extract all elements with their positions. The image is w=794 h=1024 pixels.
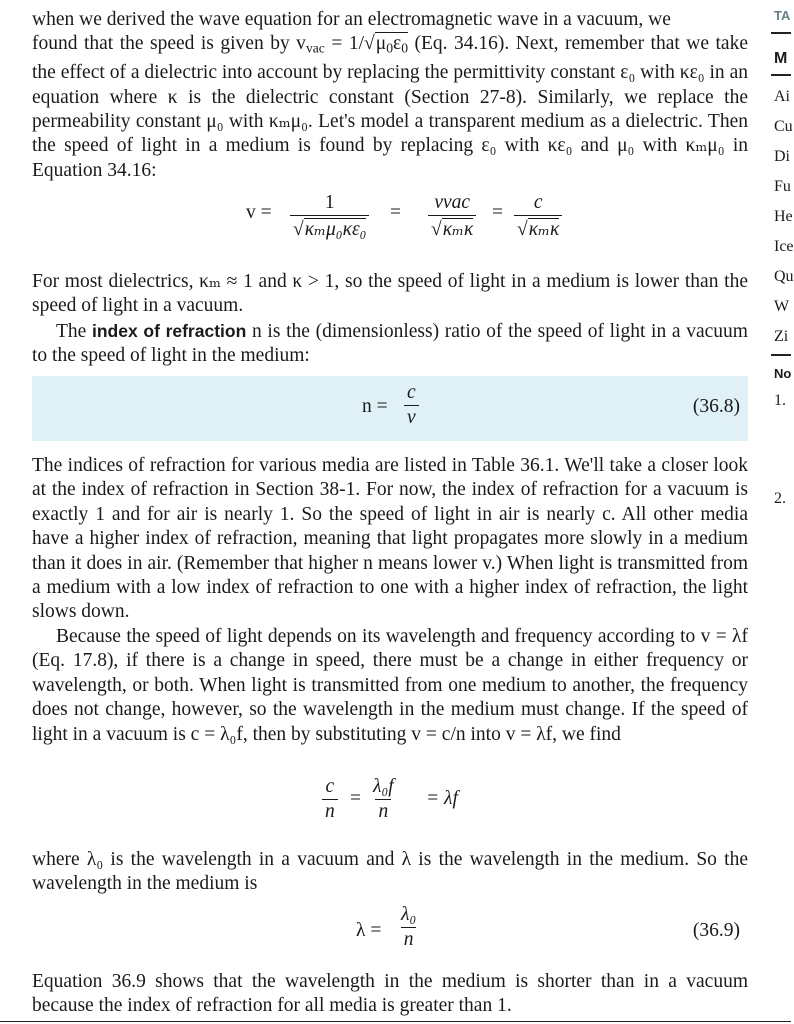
paragraph-index-definition: The index of refraction n is the (dimensionless) ratio of the speed of light in a vacuum to the speed of light in the medium: (32, 321, 748, 367)
eq2-equals: = (350, 788, 361, 809)
equation-number-36-8: (36.8) (692, 396, 740, 417)
sidebar-column-head: M (774, 50, 788, 67)
sidebar-note-2: 2. (774, 490, 786, 507)
sidebar-rule-bottom (771, 354, 791, 356)
paragraph-indices-table: The indices of refraction for various media are listed in Table 36.1. We'll take a closer look at the index of refraction in Section 38-1. For now, the index of refraction for a vacuum is exactly 1 and for air is nearly 1. So the speed of light in air is nearly c. All other media have a higher index of refraction, meaning that light propagates more slowly in a medium than it does in air. (Remember that higher n means lower v.) When light is transmitted from a medium with a low index of refraction to one with a higher index of refraction, the light slows down. (32, 455, 748, 623)
eq369-fraction: $\frac{\text{λ₀}}{n}$ (401, 904, 417, 950)
sidebar-rule-mid (771, 74, 791, 76)
sidebar-row: Cu (774, 118, 793, 135)
eq1-fraction-2: $\frac{\text{vvac}}{\text{√κₘκ}}$ (424, 192, 480, 241)
sidebar-row: Ai (774, 88, 790, 105)
sidebar-row: Di (774, 148, 790, 165)
sidebar-notes-head: No (774, 366, 792, 381)
eq369-lhs: λ = (356, 920, 382, 941)
paragraph-wavelength-medium: where λ₀ is the wavelength in a vacuum and λ is the wavelength in the medium. So the wavelength in the medium is (32, 849, 748, 895)
eq1-equals-2: = (492, 202, 503, 223)
intro-rest: we take the effect of a dielectric into account by replacing the permittivity constant ε₀ with κε₀ in an equation where κ is the dielectric constant (Section 27-8). Similarly, we replace the permeability constant μ₀ with κₘμ₀. Let's model a transparent medium as a dielectric. Then the speed of light in a medium is found by replacing ε₀ with κε₀ and μ₀ with κₘμ₀ in Equation 34.16: (32, 33, 748, 181)
eq2-rhs: = λf (426, 788, 458, 809)
paragraph-wavelength-frequency: Because the speed of light depends on its wavelength and frequency according to v = λf (Eq. 17.8), if there is a change in speed, there must be a change in either frequency or wavelength, or both. When light is transmitted from one medium to another, the frequency does not change, however, so the wavelength in the medium must change. If the speed of light in a vacuum is c = λ₀f, then by substituting v = c/n into v = λf, we find (32, 626, 748, 745)
sidebar-row: W (774, 298, 790, 315)
paragraph-conclusion: Equation 36.9 shows that the wavelength in the medium is shorter than in a vacuum because the index of refraction for all media is greater than 1. (32, 971, 748, 1017)
eq1-fraction-1: $\frac{1}{\text{√κₘμ₀κε₀}}$ (286, 192, 373, 241)
sidebar-row: He (774, 208, 793, 225)
page-bottom-rule (0, 1021, 791, 1022)
eq2-fraction-2: $\frac{\text{λ₀f}}{n}$ (373, 776, 394, 822)
intro-line-2: found that the speed is given by $v_{vac} = 1/√\mu_0\varepsilon_0$ (Eq. 34.16). Next, remember that (32, 33, 680, 56)
paragraph-dielectrics: For most dielectrics, κₘ ≈ 1 and κ > 1, so the speed of light in a medium is lower than the speed of light in a vacuum. (32, 271, 748, 317)
sidebar-row: Zi (774, 328, 789, 345)
sidebar-table-heading: TA (774, 8, 791, 23)
eq1-fraction-3: $\frac{c}{\text{√κₘκ}}$ (510, 192, 566, 241)
intro-line-1: when we derived the wave equation for an electromagnetic wave in a vacuum, we (32, 9, 671, 30)
equation-36-9 (32, 904, 748, 954)
eq368-lhs: n = (362, 396, 388, 417)
paragraph-intro (32, 8, 748, 183)
equation-box-36-8 (32, 376, 748, 441)
sidebar-row: Ice (774, 238, 794, 255)
eq2-fraction-1: $\frac{c}{n}$ (318, 776, 342, 823)
eq368-fraction: $\frac{c}{v}$ (400, 382, 423, 429)
eq1-equals-1: = (390, 202, 401, 223)
sidebar-table-cutoff (771, 0, 794, 1024)
term-index-of-refraction: index of refraction (92, 321, 247, 341)
sidebar-note-1: 1. (774, 392, 786, 409)
equation-number-36-9: (36.9) (692, 920, 740, 941)
sidebar-row: Qu (774, 268, 794, 285)
sidebar-rule-top (771, 32, 791, 34)
eq1-lhs: v = (246, 202, 272, 223)
sidebar-row: Fu (774, 178, 791, 195)
